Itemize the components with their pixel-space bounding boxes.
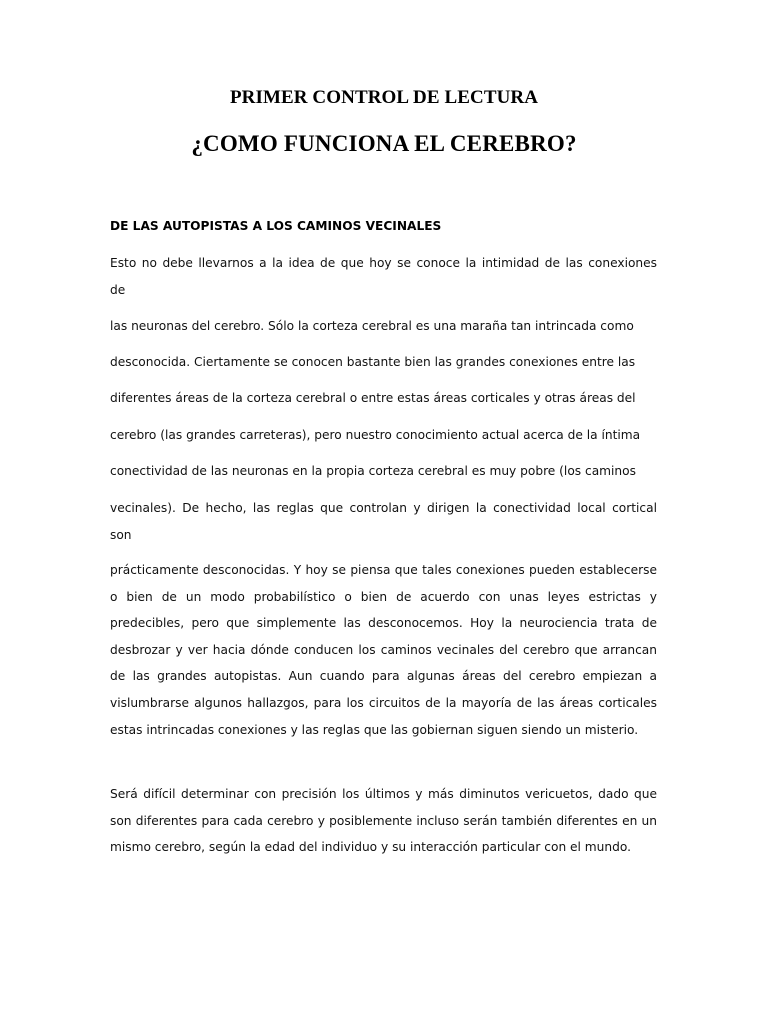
paragraph: prácticamente desconocidas. Y hoy se piensa que tales conexiones pueden establecerse o bien de un modo probabilístico o bien de acuerdo con unas leyes estrictas y predecibles, pero que simplemente las desconocemos. Hoy la neurociencia trata de desbrozar y ver hacia dónde conducen los caminos vecinales del cerebro que arrancan de las grandes autopistas. Aun cuando para algunas áreas del cerebro empiezan a vislumbrarse algunos hallazgos, para los circuitos de la mayoría de las áreas corticales estas intrincadas conexiones y las reglas que las gobiernan siguen siendo un misterio. [110,563,657,737]
section-heading: DE LAS AUTOPISTAS A LOS CAMINOS VECINALES [110,219,442,233]
document-subtitle: ¿COMO FUNCIONA EL CEREBRO? [191,131,577,156]
document-title: PRIMER CONTROL DE LECTURA [229,87,539,108]
text-line: desconocida. Ciertamente se conocen bastante bien las grandes conexiones entre las [110,355,636,369]
text-line: cerebro (las grandes carreteras), pero nuestro conocimiento actual acerca de la íntima [110,428,641,442]
text-line: de [110,283,126,297]
text-line: vecinales). De hecho, las reglas que controlan y dirigen la conectividad local cortical [110,501,657,515]
text-line: Esto no debe llevarnos a la idea de que hoy se conoce la intimidad de las conexiones [110,256,657,270]
text-line: conectividad de las neuronas en la propia corteza cerebral es muy pobre (los caminos [110,464,636,478]
text-line: las neuronas del cerebro. Sólo la corteza cerebral es una maraña tan intrincada como [110,319,634,333]
text-line: son [110,528,132,542]
text-line: diferentes áreas de la corteza cerebral o entre estas áreas corticales y otras áreas del [110,391,636,405]
paragraph: Será difícil determinar con precisión los últimos y más diminutos vericuetos, dado que son diferentes para cada cerebro y posiblemente incluso serán también diferentes en un mismo cerebro, según la edad del individuo y su interacción particular con el mundo. [110,787,657,855]
